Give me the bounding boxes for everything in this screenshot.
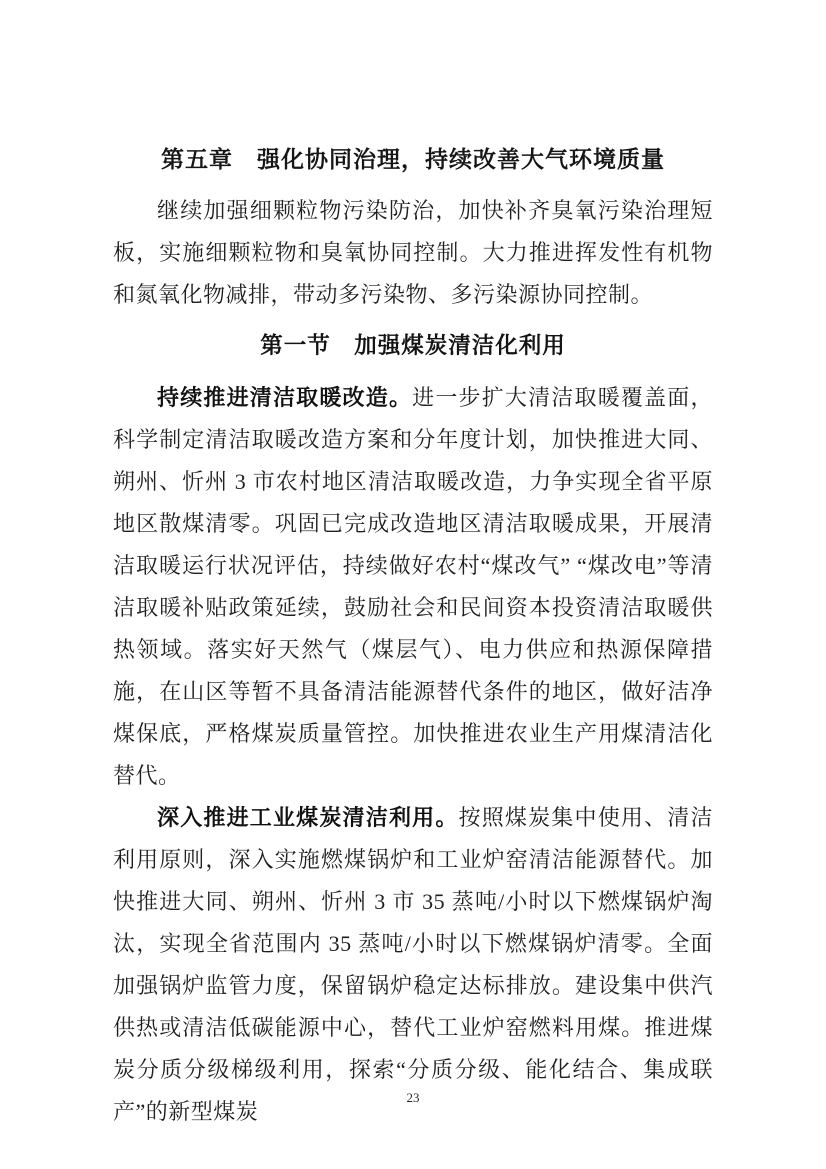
- chapter-title: 第五章 强化协同治理，持续改善大气环境质量: [161, 146, 665, 172]
- intro-paragraph: 继续加强细颗粒物污染防治，加快补齐臭氧污染治理短板，实施细颗粒物和臭氧协同控制。大力推进挥发性有机物和氮氧化物减排，带动多污染物、多污染源协同控制。: [113, 198, 713, 307]
- body-paragraph: [113, 797, 713, 1133]
- body-paragraph: [113, 377, 713, 797]
- paragraph-text: 按照煤炭集中使用、清洁利用原则，深入实施燃煤锅炉和工业炉窑清洁能源替代。加快推进大同、朔州、忻州 3 市 35 蒸吨/小时以下燃煤锅炉淘汰，实现全省范围内 35 蒸吨/小时以下燃煤锅炉清零。全面加强锅炉监管力度，保留锅炉稳定达标排放。建设集中供汽供热或清洁低碳能源中心，替代工业炉窑燃料用煤。推进煤炭分质分级梯级利用，探索“分质分级、能化结合、集成联产”的新型煤炭: [113, 805, 713, 1124]
- paragraph-lead: 深入推进工业煤炭清洁利用。: [157, 805, 459, 830]
- page-number: 23: [406, 1090, 420, 1105]
- section-title: 第一节 加强煤炭清洁化利用: [260, 333, 566, 358]
- paragraph-text: 进一步扩大清洁取暖覆盖面，科学制定清洁取暖改造方案和分年度计划，加快推进大同、朔州、忻州 3 市农村地区清洁取暖改造，力争实现全省平原地区散煤清零。巩固已完成改造地区清洁取暖成果，开展清洁取暖运行状况评估，持续做好农村“煤改气” “煤改电”等清洁取暖补贴政策延续，鼓励社会和民间资本投资清洁取暖供热领域。落实好天然气（煤层气）、电力供应和热源保障措施，在山区等暂不具备清洁能源替代条件的地区，做好洁净煤保底，严格煤炭质量管控。加快推进农业生产用煤清洁化替代。: [113, 385, 713, 788]
- document-content: [113, 138, 713, 1133]
- paragraph-lead: 持续推进清洁取暖改造。: [157, 385, 413, 410]
